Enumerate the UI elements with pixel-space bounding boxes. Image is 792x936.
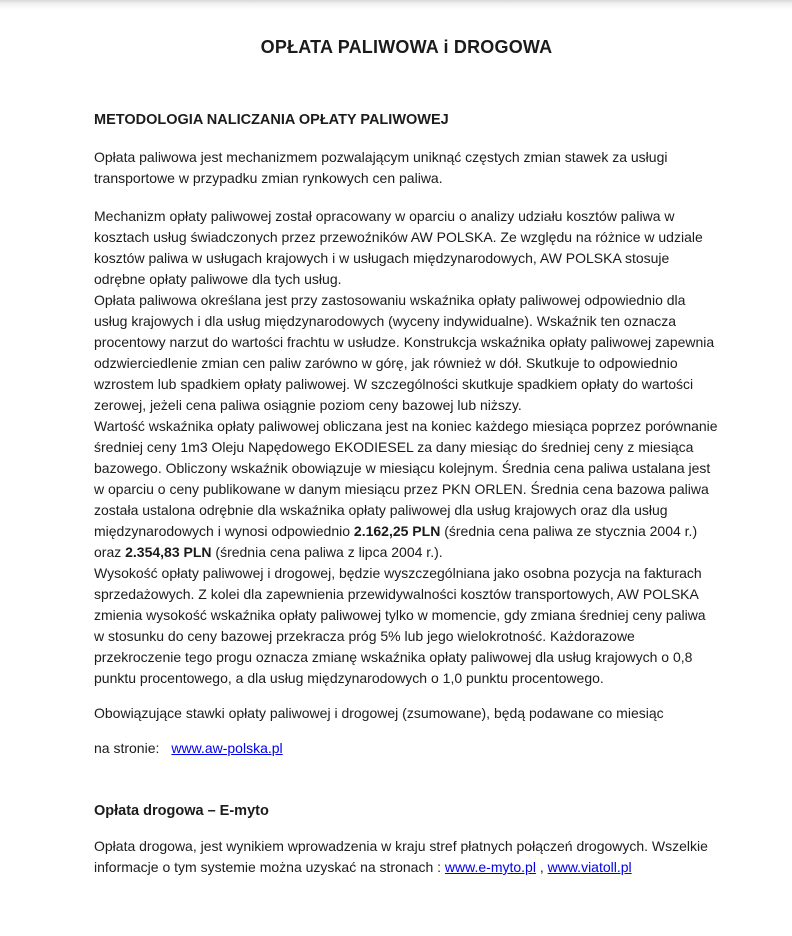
paragraph-fuel-intro: Opłata paliwowa jest mechanizmem pozwalającym uniknąć częstych zmian stawek za usługi transportowe w przypadku zmian rynkowych cen paliwa. [94, 149, 668, 186]
base-price-international: 2.354,83 PLN [125, 544, 212, 560]
paragraph-stawki: Obowiązujące stawki opłaty paliwowej i drogowej (zsumowane), będą podawane co miesiąc [94, 705, 664, 721]
paragraph-fuel-wskaznik: Opłata paliwowa określana jest przy zastosowaniu wskaźnika opłaty paliwowej odpowiednio dla usług krajowych i dla usług międzynarodowych (wyceny indywidualne). Wskaźnik ten oznacza procentowy narzut do wartości frachtu w usłudze. Konstrukcja wskaźnika opłaty paliwowej zapewnia odzwierciedlenie zmian cen paliw zarówno w górę, jak również w dół. Skutkuje to odpowiednio wzrostem lub spadkiem opłaty paliwowej. W szczególności skutkuje spadkiem opłaty do wartości zerowej, jeżeli cena paliwa osiągnie poziom ceny bazowej lub niższy. [94, 292, 715, 413]
paragraph-fuel-wartosc-text-3: (średnia cena paliwa z lipca 2004 r.). [211, 544, 443, 560]
paragraph-strona [94, 738, 719, 759]
paragraph-fuel-wartosc-text-1: Wartość wskaźnika opłaty paliwowej obliczana jest na koniec każdego miesiąca poprzez porównanie średniej ceny 1m3 Oleju Napędowego EKODIESEL za dany miesiąc do średniej ceny z miesiąca bazowego. Obliczony wskaźnik obowiązuje w miesiącu kolejnym. Średnia cena paliwa ustalana jest w oparciu o ceny publikowane w danym miesiącu przez PKN ORLEN. Średnia cena bazowa paliwa została ustalona odrębnie dla wskaźnika opłaty paliwowej dla usług krajowych oraz dla usług międzynarodowych i wynosi odpowiednio [94, 418, 718, 539]
paragraph-fuel-wartosc [94, 416, 719, 563]
paragraph-fuel-wysokosc: Wysokość opłaty paliwowej i drogowej, będzie wyszczególniana jako osobna pozycja na fakturach sprzedażowych. Z kolei dla zapewnienia przewidywalności kosztów transportowych, AW POLSKA zmienia wysokość wskaźnika opłaty paliwowej tylko w momencie, gdy zmiana średniej ceny paliwa w stosunku do ceny bazowej przekracza próg 5% lub jego wielokrotność. Każdorazowe przekroczenie tego progu oznacza zmianę wskaźnika opłaty paliwowej dla usług krajowych o 0,8 punktu procentowego, a dla usług międzynarodowych o 1,0 punktu procentowego. [94, 565, 706, 686]
paragraph-drogowa-text: Opłata drogowa, jest wynikiem wprowadzenia w kraju stref płatnych połączeń drogowych. Wszelkie informacje o tym systemie można uzyskać na stronach : [94, 838, 708, 875]
link-aw-polska[interactable]: www.aw-polska.pl [171, 740, 283, 756]
page-top-edge [0, 0, 792, 10]
document-content [94, 10, 719, 878]
document-title: OPŁATA PALIWOWA i DROGOWA [260, 37, 553, 57]
paragraph-fuel-mechanizm: Mechanizm opłaty paliwowej został opracowany w oparciu o analizy udziału kosztów paliwa w kosztach usług świadczonych przez przewoźników AW POLSKA. Ze względu na różnice w udziale kosztów paliwa w usługach krajowych i w usługach międzynarodowych, AW POLSKA stosuje odrębne opłaty paliwowe dla tych usług. [94, 208, 703, 287]
paragraph-fuel-wartosc-text-2: (średnia cena paliwa ze stycznia 2004 r.) oraz [94, 523, 698, 560]
link-separator: , [535, 859, 548, 875]
strona-label: na stronie: [94, 740, 160, 756]
section-heading-emyto: Opłata drogowa – E-myto [94, 803, 269, 819]
link-viatoll[interactable]: www.viatoll.pl [547, 859, 632, 875]
base-price-domestic: 2.162,25 PLN [353, 523, 441, 539]
paragraph-drogowa [94, 836, 719, 878]
section-heading-metodologia: METODOLOGIA NALICZANIA OPŁATY PALIWOWEJ [94, 112, 449, 128]
link-e-myto[interactable]: www.e-myto.pl [444, 859, 536, 875]
